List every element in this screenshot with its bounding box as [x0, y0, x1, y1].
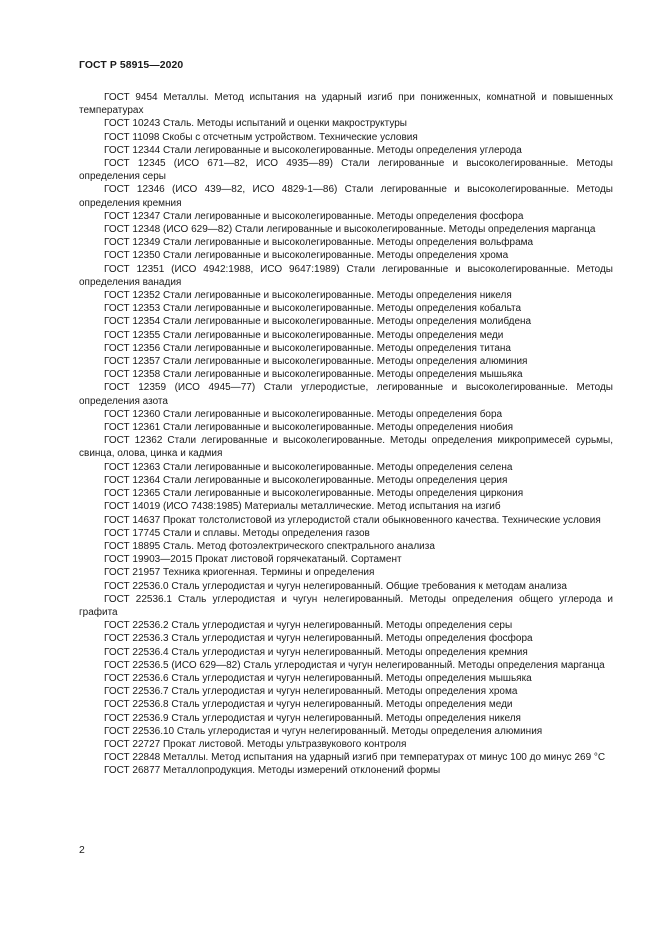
page-number: 2 — [79, 845, 85, 856]
reference-entry: ГОСТ 22536.7 Сталь углеродистая и чугун нелегированный. Методы определения хрома — [104, 686, 518, 698]
reference-entry: ГОСТ 11098 Скобы с отсчетным устройством. Технические условия — [104, 131, 418, 143]
reference-entry: ГОСТ 22536.1 Сталь углеродистая и чугун нелегированный. Методы определения общего углерода и графита — [79, 593, 613, 618]
reference-entry: ГОСТ 26877 Металлопродукция. Методы измерений отклонений формы — [104, 765, 441, 777]
reference-entry: ГОСТ 12347 Стали легированные и высоколегированные. Методы определения фосфора — [104, 210, 524, 222]
reference-entry: ГОСТ 17745 Стали и сплавы. Методы определения газов — [104, 527, 370, 539]
reference-entry: ГОСТ 12355 Стали легированные и высоколегированные. Методы определения меди — [104, 329, 504, 341]
reference-entry: ГОСТ 12357 Стали легированные и высоколегированные. Методы определения алюминия — [104, 356, 528, 368]
reference-entry: ГОСТ 12351 (ИСО 4942:1988, ИСО 9647:1989) Стали легированные и высоколегированные. Методы определения ванадия — [79, 263, 613, 288]
reference-entry: ГОСТ 19903—2015 Прокат листовой горячекатаный. Сортамент — [104, 554, 402, 566]
reference-entry: ГОСТ 22536.0 Сталь углеродистая и чугун нелегированный. Общие требования к методам анализа — [104, 580, 567, 592]
reference-entry: ГОСТ 12354 Стали легированные и высоколегированные. Методы определения молибдена — [104, 316, 532, 328]
reference-entry: ГОСТ 12365 Стали легированные и высоколегированные. Методы определения циркония — [104, 488, 524, 500]
reference-entry: ГОСТ 12363 Стали легированные и высоколегированные. Методы определения селена — [104, 461, 513, 473]
reference-entry: ГОСТ 10243 Сталь. Методы испытаний и оценки макроструктуры — [104, 118, 407, 130]
reference-entry: ГОСТ 12360 Стали легированные и высоколегированные. Методы определения бора — [104, 408, 503, 420]
reference-entry: ГОСТ 14019 (ИСО 7438:1985) Материалы металлические. Метод испытания на изгиб — [104, 501, 501, 513]
reference-entry: ГОСТ 12345 (ИСО 671—82, ИСО 4935—89) Стали легированные и высоколегированные. Методы определения серы — [79, 158, 613, 183]
reference-entry: ГОСТ 22536.2 Сталь углеродистая и чугун нелегированный. Методы определения серы — [104, 620, 513, 632]
reference-entry: ГОСТ 12362 Стали легированные и высоколегированные. Методы определения микропримесей сурьмы, свинца, олова, цинка и кадмия — [79, 435, 613, 460]
reference-entry: ГОСТ 21957 Техника криогенная. Термины и определения — [104, 567, 375, 579]
reference-entry: ГОСТ 22727 Прокат листовой. Методы ультразвукового контроля — [104, 738, 407, 750]
reference-entry: ГОСТ 12361 Стали легированные и высоколегированные. Методы определения ниобия — [104, 422, 514, 434]
reference-entry: ГОСТ 22536.9 Сталь углеродистая и чугун нелегированный. Методы определения никеля — [104, 712, 521, 724]
reference-entry: ГОСТ 14637 Прокат толстолистовой из углеродистой стали обыкновенного качества. Технические условия — [104, 514, 601, 526]
reference-entry: ГОСТ 22536.8 Сталь углеродистая и чугун нелегированный. Методы определения меди — [104, 699, 513, 711]
reference-entry: ГОСТ 12350 Стали легированные и высоколегированные. Методы определения хрома — [104, 250, 509, 262]
reference-entry: ГОСТ 12349 Стали легированные и высоколегированные. Методы определения вольфрама — [104, 237, 534, 249]
reference-entry: ГОСТ 12352 Стали легированные и высоколегированные. Методы определения никеля — [104, 290, 512, 302]
reference-entry: ГОСТ 22536.3 Сталь углеродистая и чугун нелегированный. Методы определения фосфора — [104, 633, 533, 645]
reference-entry: ГОСТ 18895 Сталь. Метод фотоэлектрического спектрального анализа — [104, 540, 435, 552]
reference-entry: ГОСТ 12358 Стали легированные и высоколегированные. Методы определения мышьяка — [104, 369, 523, 381]
reference-entry: ГОСТ 12344 Стали легированные и высоколегированные. Методы определения углерода — [104, 144, 522, 156]
reference-entry: ГОСТ 12346 (ИСО 439—82, ИСО 4829-1—86) Стали легированные и высоколегированные. Методы определения кремния — [79, 184, 613, 209]
reference-entry: ГОСТ 9454 Металлы. Метод испытания на ударный изгиб при пониженных, комнатной и повышенных температурах — [79, 92, 613, 117]
reference-entry: ГОСТ 12353 Стали легированные и высоколегированные. Методы определения кобальта — [104, 303, 522, 315]
reference-entry: ГОСТ 22536.6 Сталь углеродистая и чугун нелегированный. Методы определения мышьяка — [104, 672, 532, 684]
normative-references-list — [79, 91, 613, 778]
page-header: ГОСТ Р 58915—2020 — [79, 60, 184, 71]
reference-entry: ГОСТ 12364 Стали легированные и высоколегированные. Методы определения церия — [104, 474, 508, 486]
reference-entry: ГОСТ 22536.5 (ИСО 629—82) Сталь углеродистая и чугун нелегированный. Методы определения марганца — [104, 659, 605, 671]
reference-entry: ГОСТ 22848 Металлы. Метод испытания на ударный изгиб при температурах от минус 100 до минус 269 °С — [104, 752, 606, 764]
reference-entry: ГОСТ 12348 (ИСО 629—82) Стали легированные и высоколегированные. Методы определения марганца — [104, 224, 596, 236]
reference-entry: ГОСТ 12356 Стали легированные и высоколегированные. Методы определения титана — [104, 342, 511, 354]
reference-entry: ГОСТ 22536.4 Сталь углеродистая и чугун нелегированный. Методы определения кремния — [104, 646, 528, 658]
reference-entry: ГОСТ 22536.10 Сталь углеродистая и чугун нелегированный. Методы определения алюминия — [104, 725, 543, 737]
reference-entry: ГОСТ 12359 (ИСО 4945—77) Стали углеродистые, легированные и высоколегированные. Методы определения азота — [79, 382, 613, 407]
